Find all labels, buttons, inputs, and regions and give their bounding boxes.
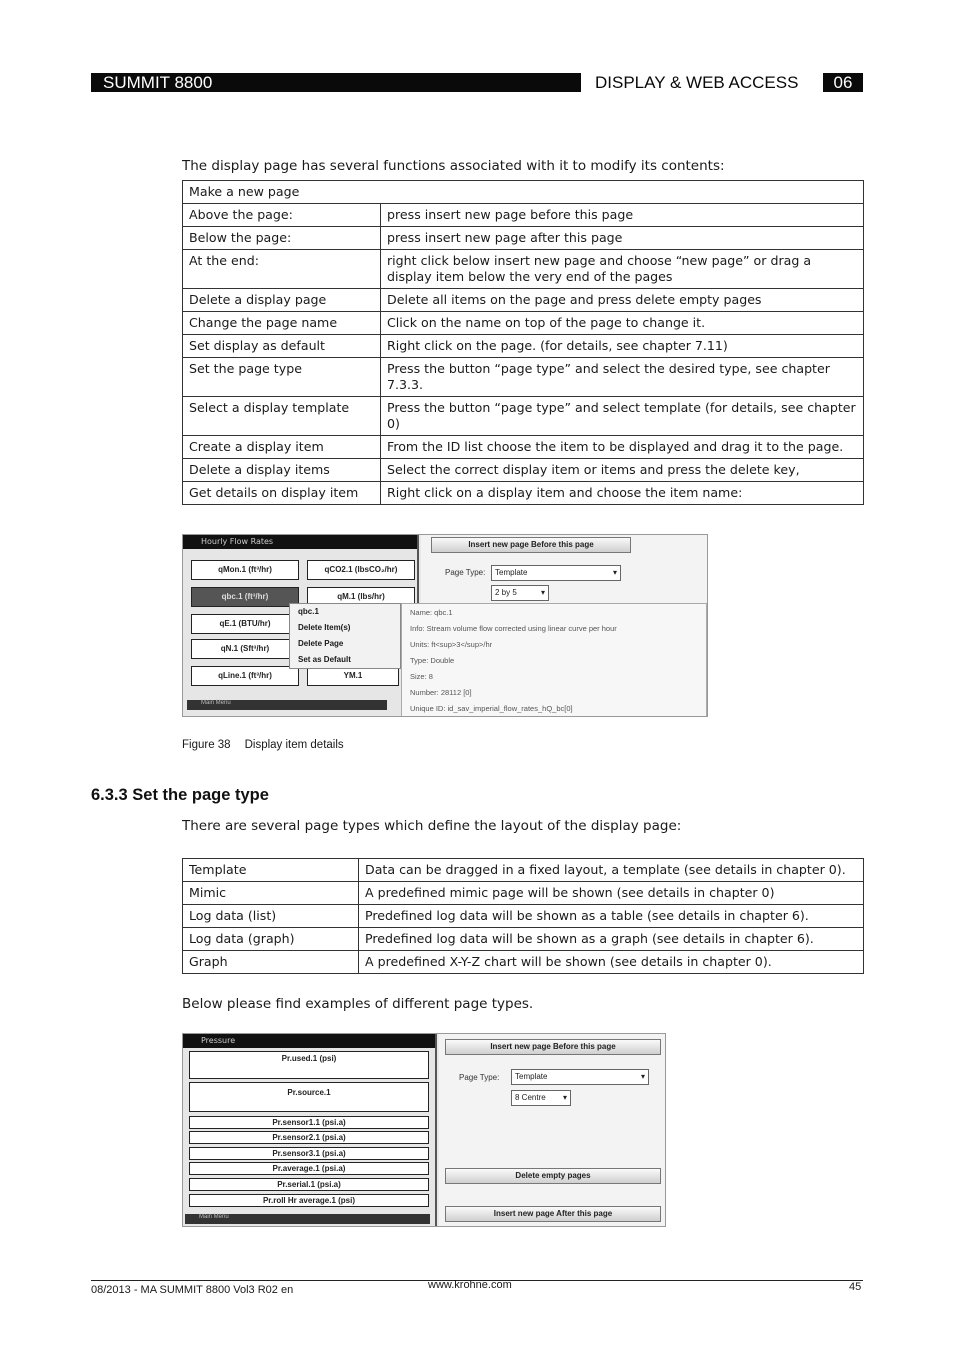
- status-main-menu[interactable]: Main Menu: [199, 1214, 229, 1220]
- table-row: [183, 859, 864, 882]
- menu-item-set-default[interactable]: Set as Default: [298, 655, 351, 664]
- function-name-cell: Below the page:: [183, 227, 381, 250]
- page-type-select[interactable]: Template ▾: [491, 565, 621, 581]
- function-name-cell: Set display as default: [183, 335, 381, 358]
- figure-caption: [182, 739, 344, 751]
- display-cell-selected[interactable]: qbc.1 (ft³/hr): [191, 587, 299, 607]
- function-action-cell: right click below insert new page and choose “new page” or drag a display item below the very end of the pages: [381, 250, 864, 289]
- table-row: [183, 459, 864, 482]
- page-types-table: [182, 858, 864, 974]
- info-units: Units: ft<sup>3</sup>/hr: [410, 640, 493, 649]
- status-bar: [185, 1214, 430, 1224]
- function-action-cell: press insert new page after this page: [381, 227, 864, 250]
- table-row: [183, 312, 864, 335]
- footer-doc-id: 08/2013 - MA SUMMIT 8800 Vol3 R02 en: [91, 1284, 294, 1296]
- page-type-desc-cell: Predefined log data will be shown as a graph (see details in chapter 6).: [359, 928, 864, 951]
- function-name-cell: Get details on display item: [183, 482, 381, 505]
- table-row: [183, 358, 864, 397]
- below-text: Below please find examples of different page types.: [182, 996, 534, 1012]
- function-action-cell: Delete all items on the page and press delete empty pages: [381, 289, 864, 312]
- page-type-desc-cell: A predefined mimic page will be shown (see details in chapter 0): [359, 882, 864, 905]
- page-type-label: Page Type:: [445, 568, 486, 577]
- page-type-select[interactable]: Template ▾: [511, 1069, 649, 1085]
- page-type-name-cell: Log data (list): [183, 905, 359, 928]
- figure-page-type-example: [182, 1033, 666, 1227]
- display-cell[interactable]: Pr.serial.1 (psi.a): [189, 1178, 429, 1191]
- function-name-cell: Change the page name: [183, 312, 381, 335]
- info-description: Info: Stream volume flow corrected using linear curve per hour: [410, 624, 617, 633]
- insert-after-button[interactable]: Insert new page After this page: [445, 1206, 661, 1222]
- table-row: [183, 397, 864, 436]
- display-cell[interactable]: qE.1 (BTU/hr): [191, 614, 299, 634]
- functions-table: [182, 180, 864, 505]
- display-cell[interactable]: qN.1 (Sft³/hr): [191, 639, 299, 659]
- page-type-name-cell: Mimic: [183, 882, 359, 905]
- function-action-cell: From the ID list choose the item to be displayed and drag it to the page.: [381, 436, 864, 459]
- function-name-cell: At the end:: [183, 250, 381, 289]
- display-cell[interactable]: Pr.used.1 (psi): [189, 1051, 429, 1079]
- item-info-panel: [401, 603, 707, 717]
- layout-select[interactable]: 8 Centre ▾: [511, 1090, 571, 1106]
- function-action-cell: Select the correct display item or items and press the delete key,: [381, 459, 864, 482]
- layout-select[interactable]: 2 by 5 ▾: [491, 585, 549, 601]
- delete-empty-pages-button[interactable]: Delete empty pages: [445, 1168, 661, 1184]
- menu-item-name[interactable]: qbc.1: [298, 607, 319, 616]
- function-name-cell: Set the page type: [183, 358, 381, 397]
- table-row: [183, 227, 864, 250]
- table-row: [183, 250, 864, 289]
- window-title[interactable]: Pressure: [183, 1034, 435, 1048]
- menu-item-delete-items[interactable]: Delete Item(s): [298, 623, 351, 632]
- table-row: [183, 289, 864, 312]
- figure-display-item-details: [182, 534, 708, 717]
- figure-text: Display item details: [244, 739, 344, 751]
- info-type: Type: Double: [410, 656, 455, 665]
- page-type-desc-cell: A predefined X-Y-Z chart will be shown (see details in chapter 0).: [359, 951, 864, 974]
- header-chapter: 06: [823, 73, 863, 92]
- function-action-cell: Right click on a display item and choose the item name:: [381, 482, 864, 505]
- table-row: [183, 882, 864, 905]
- page-type-desc-cell: Data can be dragged in a fixed layout, a template (see details in chapter 0).: [359, 859, 864, 882]
- table-row: [183, 951, 864, 974]
- display-cell[interactable]: YM.1: [307, 666, 399, 686]
- display-cell[interactable]: qM.1 (lbs/hr): [307, 587, 415, 607]
- info-name: Name: qbc.1: [410, 608, 453, 617]
- section-intro: There are several page types which define the layout of the display page:: [182, 818, 682, 834]
- figure-label: Figure 38: [182, 739, 231, 751]
- function-name-cell: Above the page:: [183, 204, 381, 227]
- table-row: [183, 335, 864, 358]
- display-cell[interactable]: Pr.roll Hr average.1 (psi): [189, 1194, 429, 1207]
- display-cell[interactable]: Pr.sensor1.1 (psi.a): [189, 1116, 429, 1129]
- display-cell[interactable]: qCO2.1 (lbsCO₂/hr): [307, 560, 415, 580]
- table-row: [183, 905, 864, 928]
- page-type-label: Page Type:: [459, 1073, 500, 1082]
- page-type-name-cell: Graph: [183, 951, 359, 974]
- page-type-name-cell: Template: [183, 859, 359, 882]
- display-cell[interactable]: Pr.sensor3.1 (psi.a): [189, 1147, 429, 1160]
- function-name-cell: Delete a display page: [183, 289, 381, 312]
- function-action-cell: Press the button “page type” and select the desired type, see chapter 7.3.3.: [381, 358, 864, 397]
- header-product: SUMMIT 8800: [91, 73, 581, 92]
- status-main-menu[interactable]: Main Menu: [201, 700, 231, 706]
- window-title[interactable]: Hourly Flow Rates: [183, 535, 417, 549]
- table-row: [183, 928, 864, 951]
- function-name-cell: Create a display item: [183, 436, 381, 459]
- functions-table-title: Make a new page: [183, 181, 864, 204]
- header-section: DISPLAY & WEB ACCESS: [585, 73, 818, 92]
- function-action-cell: Press the button “page type” and select template (for details, see chapter 0): [381, 397, 864, 436]
- info-unique-id: Unique ID: id_sav_imperial_flow_rates_hQ_bc[0]: [410, 704, 573, 713]
- table-row: [183, 204, 864, 227]
- display-cell[interactable]: qMon.1 (ft³/hr): [191, 560, 299, 580]
- section-title: 6.3.3 Set the page type: [91, 786, 269, 804]
- function-action-cell: Right click on the page. (for details, see chapter 7.11): [381, 335, 864, 358]
- page-type-name-cell: Log data (graph): [183, 928, 359, 951]
- function-name-cell: Delete a display items: [183, 459, 381, 482]
- status-bar: [187, 700, 387, 710]
- insert-before-button[interactable]: Insert new page Before this page: [431, 537, 631, 553]
- insert-before-button[interactable]: Insert new page Before this page: [445, 1039, 661, 1055]
- footer-page-number: 45: [849, 1281, 862, 1293]
- page-type-desc-cell: Predefined log data will be shown as a table (see details in chapter 6).: [359, 905, 864, 928]
- table-row: [183, 436, 864, 459]
- menu-item-delete-page[interactable]: Delete Page: [298, 639, 344, 648]
- info-size: Size: 8: [410, 672, 433, 681]
- function-name-cell: Select a display template: [183, 397, 381, 436]
- function-action-cell: Click on the name on top of the page to change it.: [381, 312, 864, 335]
- display-cell[interactable]: Pr.average.1 (psi.a): [189, 1162, 429, 1175]
- info-number: Number: 28112 [0]: [410, 688, 472, 697]
- context-menu: [289, 603, 401, 669]
- display-cell[interactable]: qLine.1 (ft³/hr): [191, 666, 299, 686]
- display-cell[interactable]: Pr.source.1: [189, 1082, 429, 1112]
- table-row: [183, 482, 864, 505]
- display-cell[interactable]: Pr.sensor2.1 (psi.a): [189, 1131, 429, 1144]
- display-panel: [183, 1034, 437, 1227]
- control-panel: [439, 1034, 666, 1227]
- footer-website[interactable]: www.krohne.com: [428, 1279, 512, 1291]
- intro-text: The display page has several functions associated with it to modify its contents:: [182, 158, 725, 174]
- function-action-cell: press insert new page before this page: [381, 204, 864, 227]
